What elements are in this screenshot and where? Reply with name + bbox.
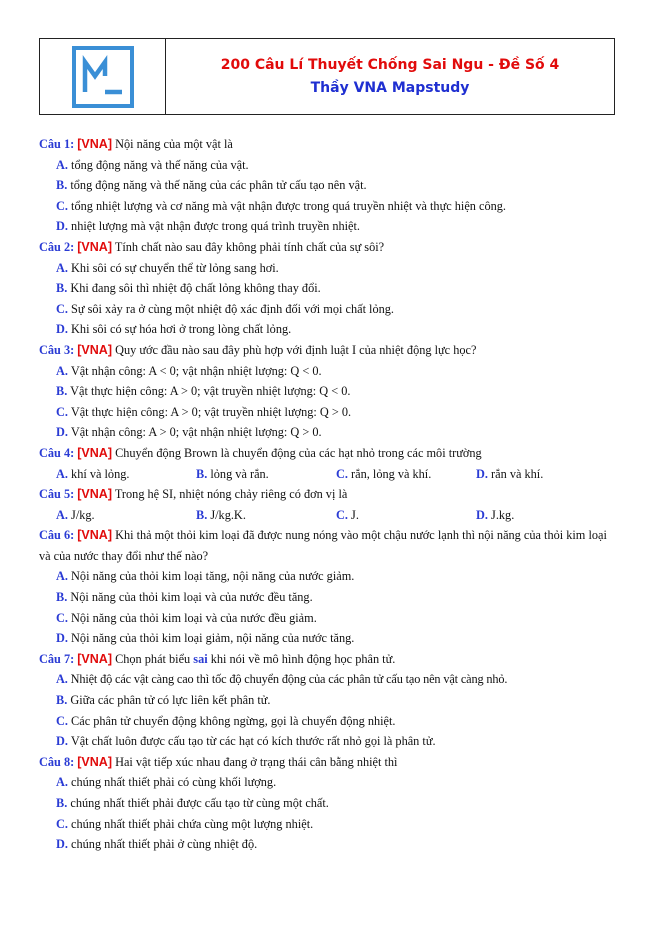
option-text: Các phân tử chuyển động không ngừng, gọi là chuyển động nhiệt.: [71, 713, 396, 728]
vna-tag: [VNA]: [77, 651, 112, 666]
question-6-stem: [39, 525, 619, 566]
option-text: chúng nhất thiết phải ở cùng nhiệt độ.: [71, 837, 258, 852]
option-c: [39, 299, 619, 320]
option-letter: A.: [56, 466, 68, 481]
option-letter: D.: [56, 322, 68, 337]
option-b: [39, 690, 619, 711]
option-d: [39, 731, 619, 752]
option-text: J/kg.: [71, 507, 95, 522]
question-text: Khi thả một thỏi kim loại đã được nung nóng vào một chậu nước lạnh thì nội năng của thỏi kim loại và của nước thay đổi như thế nào?: [39, 528, 607, 563]
option-c: [39, 196, 619, 217]
option-text: Vật thực hiện công: A > 0; vật truyền nhiệt lượng: Q < 0.: [70, 384, 351, 399]
vna-tag: [VNA]: [77, 239, 112, 254]
document-header: [39, 38, 615, 115]
option-text: Nội năng của thỏi kim loại giảm, nội năng của nước tăng.: [71, 631, 355, 646]
question-text: Trong hệ SI, nhiệt nóng chảy riêng có đơn vị là: [114, 487, 348, 502]
option-d: [476, 505, 616, 526]
option-text: chúng nhất thiết phải có cùng khối lượng.: [71, 775, 277, 790]
vna-tag: [VNA]: [77, 487, 112, 502]
option-letter: C.: [56, 198, 68, 213]
option-text: rắn và khí.: [491, 466, 544, 481]
option-text: Khi đang sôi thì nhiệt độ chất lỏng không thay đổi.: [70, 281, 321, 296]
question-text: Quy ước đầu nào sau đây phù hợp với định luật I của nhiệt động lực học?: [115, 342, 477, 357]
question-number: Câu 3:: [39, 342, 75, 357]
option-text: J.: [351, 507, 359, 522]
option-text: tổng động năng và thế năng của vật.: [71, 157, 249, 172]
option-letter: A.: [56, 507, 68, 522]
option-letter: A.: [56, 363, 68, 378]
mapstudy-logo-icon: [72, 46, 134, 108]
option-d: [39, 422, 619, 443]
question-1-stem: [39, 134, 619, 155]
option-letter: B.: [56, 281, 68, 296]
vna-tag: [VNA]: [77, 528, 112, 543]
option-letter: A.: [56, 775, 68, 790]
logo-cell: [40, 39, 166, 114]
option-text: Nhiệt độ các vật càng cao thì tốc độ chuyển động của các phân tử cấu tạo nên vật càng nhỏ.: [70, 672, 508, 687]
option-d: [39, 319, 619, 340]
option-text: khí và lỏng.: [71, 466, 130, 481]
option-a: [39, 258, 619, 279]
option-a: [39, 155, 619, 176]
option-a: [39, 669, 619, 690]
question-text: khi nói về mô hình động học phân tử.: [210, 651, 396, 666]
option-c: [39, 402, 619, 423]
question-number: Câu 5:: [39, 487, 75, 502]
option-text: Vật chất luôn được cấu tạo từ các hạt có kích thước rất nhỏ gọi là phân tử.: [70, 734, 436, 749]
question-text: Tính chất nào sau đây không phải tính chất của sự sôi?: [114, 239, 385, 254]
option-c: [39, 608, 619, 629]
option-text: Khi sôi có sự hóa hơi ở trong lòng chất lỏng.: [71, 322, 292, 337]
option-text: lỏng và rắn.: [210, 466, 269, 481]
option-letter: A.: [56, 157, 68, 172]
option-letter: C.: [56, 301, 68, 316]
question-number: Câu 2:: [39, 239, 75, 254]
vna-tag: [VNA]: [77, 342, 112, 357]
option-letter: D.: [56, 734, 68, 749]
option-letter: C.: [56, 713, 68, 728]
option-letter: B.: [196, 507, 208, 522]
option-letter: D.: [56, 631, 68, 646]
option-b: [39, 793, 619, 814]
option-letter: A.: [56, 569, 68, 584]
option-a: [39, 361, 619, 382]
option-text: Nội năng của thỏi kim loại và của nước đều giảm.: [71, 610, 317, 625]
option-text: Vật thực hiện công: A > 0; vật truyền nhiệt lượng: Q > 0.: [70, 404, 352, 419]
option-text: Sự sôi xảy ra ở cùng một nhiệt độ xác định đối với mọi chất lỏng.: [71, 301, 394, 316]
option-a: [56, 505, 196, 526]
option-text: Khi sôi có sự chuyển thể từ lỏng sang hơi.: [71, 260, 279, 275]
option-b: [39, 381, 619, 402]
option-b: [39, 587, 619, 608]
question-number: Câu 6:: [39, 528, 75, 543]
question-number: Câu 1:: [39, 137, 75, 151]
option-letter: C.: [56, 404, 68, 419]
option-letter: C.: [56, 816, 68, 831]
options-row: [39, 464, 619, 485]
option-text: Nội năng của thỏi kim loại và của nước đều tăng.: [70, 590, 313, 605]
option-letter: A.: [56, 260, 68, 275]
option-b: [39, 278, 619, 299]
option-d: [39, 834, 619, 855]
option-letter: C.: [336, 466, 348, 481]
option-c: [336, 505, 476, 526]
option-text: Giữa các phân tử có lực liên kết phân tử.: [70, 693, 271, 708]
question-2-stem: [39, 237, 619, 258]
question-7-stem: [39, 649, 619, 670]
question-number: Câu 4:: [39, 445, 75, 460]
option-text: rắn, lỏng và khí.: [351, 466, 432, 481]
option-text: Nội năng của thỏi kim loại tăng, nội năng của nước giảm.: [71, 569, 355, 584]
question-list: [39, 134, 619, 855]
option-letter: D.: [476, 466, 488, 481]
options-row: [39, 505, 619, 526]
option-letter: D.: [476, 507, 488, 522]
vna-tag: [VNA]: [77, 445, 112, 460]
option-letter: B.: [56, 590, 68, 605]
title-cell: [166, 39, 614, 114]
option-b: [39, 175, 619, 196]
option-letter: B.: [56, 796, 68, 810]
question-4-stem: [39, 443, 619, 464]
question-5-stem: [39, 484, 619, 505]
option-letter: B.: [196, 466, 208, 481]
vna-tag: [VNA]: [77, 754, 112, 769]
question-number: Câu 8:: [39, 754, 75, 769]
option-text: tổng nhiệt lượng và cơ năng mà vật nhận được trong quá truyền nhiệt và thực hiện công.: [71, 198, 506, 213]
question-text: Chuyển động Brown là chuyển động của các hạt nhỏ trong các môi trường: [115, 445, 482, 460]
option-letter: A.: [56, 672, 68, 687]
vna-tag: [VNA]: [77, 137, 112, 151]
option-letter: D.: [56, 425, 68, 440]
option-letter: D.: [56, 837, 68, 852]
option-text: nhiệt lượng mà vật nhận được trong quá trình truyền nhiệt.: [71, 219, 360, 234]
option-letter: C.: [336, 507, 348, 522]
option-c: [336, 464, 476, 485]
option-a: [39, 566, 619, 587]
option-a: [39, 772, 619, 793]
option-text: tổng động năng và thế năng của các phân tử cấu tạo nên vật.: [70, 178, 367, 193]
option-c: [39, 814, 619, 835]
question-number: Câu 7:: [39, 651, 75, 666]
option-letter: B.: [56, 384, 68, 399]
option-letter: B.: [56, 693, 68, 708]
question-text: Chọn phát biểu: [115, 651, 191, 666]
option-c: [39, 711, 619, 732]
question-8-stem: [39, 752, 619, 773]
option-text: Vật nhận công: A < 0; vật nhận nhiệt lượng: Q < 0.: [70, 363, 322, 378]
option-d: [39, 628, 619, 649]
question-text: Nội năng của một vật là: [115, 137, 233, 151]
option-letter: B.: [56, 178, 68, 193]
option-b: [196, 505, 336, 526]
option-text: chúng nhất thiết phải được cấu tạo từ cùng một chất.: [70, 796, 329, 810]
document-subtitle: Thầy VNA Mapstudy: [310, 80, 470, 96]
option-letter: D.: [56, 219, 68, 234]
question-3-stem: [39, 340, 619, 361]
question-text: Hai vật tiếp xúc nhau đang ở trạng thái cân bằng nhiệt thì: [115, 754, 398, 769]
option-text: J.kg.: [491, 507, 515, 522]
option-text: chúng nhất thiết phải chứa cùng một lượng nhiệt.: [71, 816, 314, 831]
document-title: 200 Câu Lí Thuyết Chống Sai Ngu - Đề Số 4: [220, 57, 560, 73]
option-a: [56, 464, 196, 485]
emphasis-word: sai: [193, 651, 208, 666]
option-d: [39, 216, 619, 237]
option-letter: C.: [56, 610, 68, 625]
option-text: Vật nhận công: A > 0; vật nhận nhiệt lượng: Q > 0.: [70, 425, 322, 440]
option-text: J/kg.K.: [210, 507, 246, 522]
option-b: [196, 464, 336, 485]
option-d: [476, 464, 616, 485]
